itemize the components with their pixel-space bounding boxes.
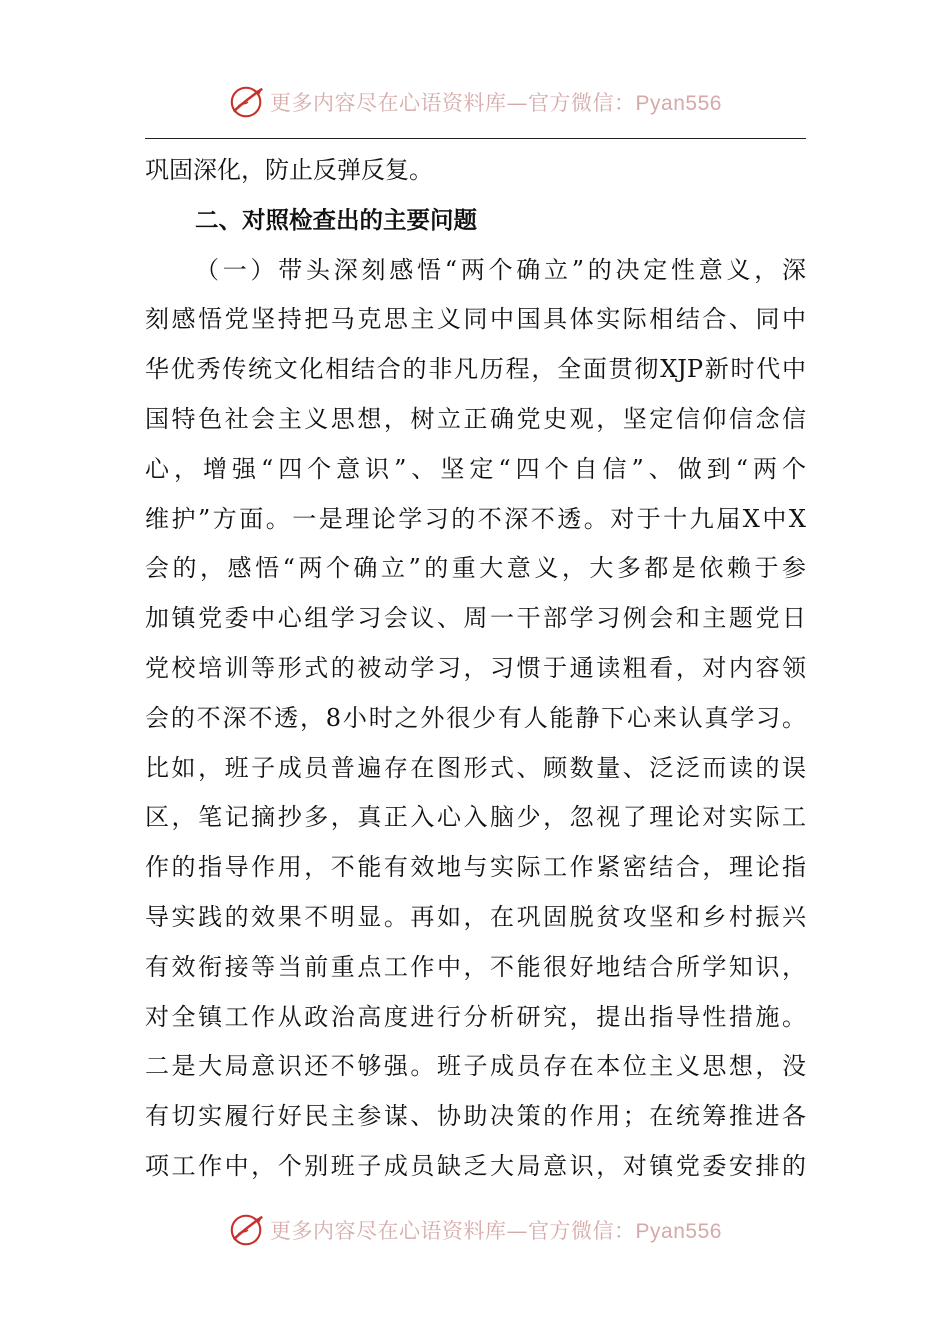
document-body — [145, 146, 806, 1192]
paragraph-line: 有效衔接等当前重点工作中，不能很好地结合所学知识， — [145, 952, 806, 981]
paragraph-line: （一）带头深刻感悟“两个确立”的决定性意义，深 — [195, 255, 806, 284]
paragraph-line: 会的，感悟“两个确立”的重大意义，大多都是依赖于参 — [145, 554, 806, 583]
footer-banner — [0, 1210, 950, 1250]
paragraph-line: 对全镇工作从政治高度进行分析研究，提出指导性措施。 — [145, 1002, 806, 1031]
pen-logo-icon — [228, 83, 266, 121]
paragraph-line: 会的不深不透，8小时之外很少有人能静下心来认真学习。 — [145, 703, 806, 732]
header-divider — [145, 138, 806, 139]
paragraph-line: 二是大局意识还不够强。班子成员存在本位主义思想，没 — [145, 1052, 806, 1081]
paragraph-line: 项工作中，个别班子成员缺乏大局意识，对镇党委安排的 — [145, 1151, 806, 1180]
paragraph-line: 巩固深化，防止反弹反复。 — [145, 156, 433, 184]
paragraph-line: 党校培训等形式的被动学习，习惯于通读粗看，对内容领 — [145, 653, 806, 682]
pen-logo-icon — [228, 1211, 266, 1249]
paragraph-line: 导实践的效果不明显。再如，在巩固脱贫攻坚和乡村振兴 — [145, 902, 806, 931]
paragraph-line: 有切实履行好民主参谋、协助决策的作用；在统筹推进各 — [145, 1102, 806, 1131]
paragraph-line: 作的指导作用，不能有效地与实际工作紧密结合，理论指 — [145, 853, 806, 882]
paragraph-line: 国特色社会主义思想，树立正确党史观，坚定信仰信念信 — [145, 404, 806, 433]
paragraph-line: 加镇党委中心组学习会议、周一干部学习例会和主题党日 — [145, 604, 806, 633]
header-banner — [0, 82, 950, 122]
paragraph-line: 心，增强“四个意识”、坚定“四个自信”、做到“两个 — [145, 454, 806, 483]
paragraph-line: 刻感悟党坚持把马克思主义同中国具体实际相结合、同中 — [145, 305, 806, 334]
paragraph-line: 华优秀传统文化相结合的非凡历程，全面贯彻XJP新时代中 — [145, 355, 806, 384]
section-heading: 二、对照检查出的主要问题 — [195, 205, 477, 234]
paragraph-line: 区，笔记摘抄多，真正入心入脑少，忽视了理论对实际工 — [145, 803, 806, 832]
footer-wechat-id: Pyan556 — [635, 1220, 722, 1243]
header-banner-text: 更多内容尽在心语资料库—官方微信：Pyan556 — [270, 91, 722, 115]
header-wechat-id: Pyan556 — [635, 92, 722, 115]
paragraph-line: 比如，班子成员普遍存在图形式、顾数量、泛泛而读的误 — [145, 753, 806, 782]
footer-banner-text: 更多内容尽在心语资料库—官方微信：Pyan556 — [270, 1219, 722, 1243]
paragraph-line: 维护”方面。一是理论学习的不深不透。对于十九届X中X — [145, 504, 806, 533]
